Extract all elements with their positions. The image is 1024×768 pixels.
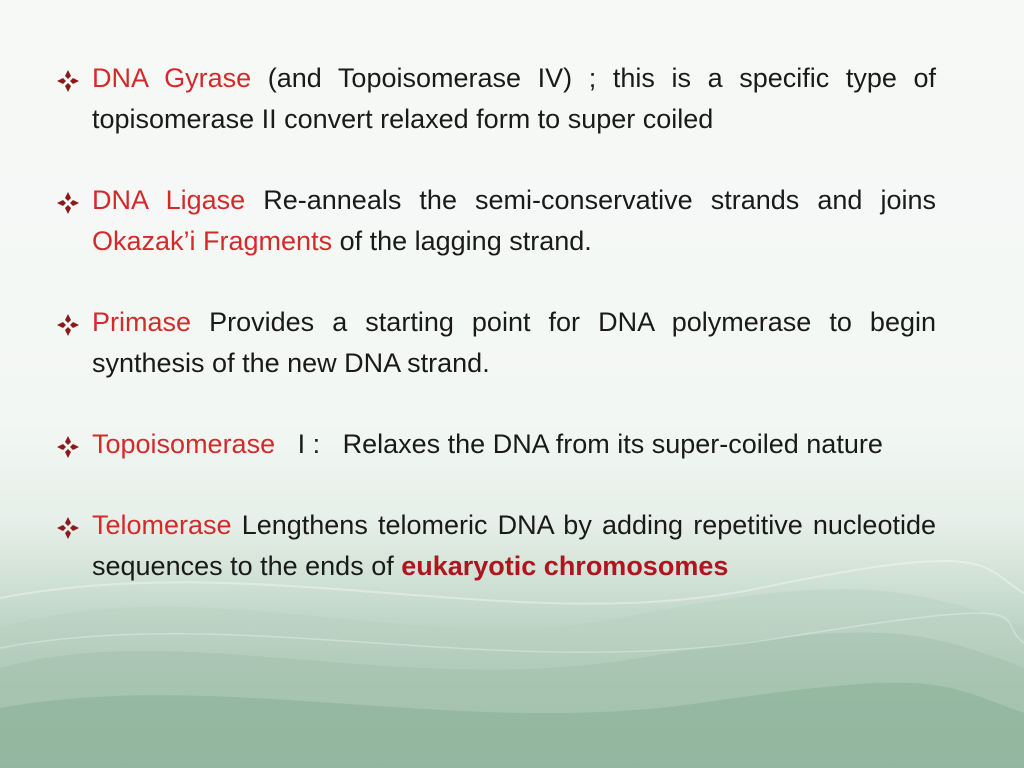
bullet-text: Provides a starting point for DNA polymerase to begin synthesis of the new DNA strand. <box>92 307 936 378</box>
bullet-item <box>56 505 936 587</box>
bullet-item <box>56 180 936 262</box>
bullet-text: (and Topoisomerase IV) ; this is a specific type of topisomerase II convert relaxed form to super coiled <box>92 63 936 134</box>
term-dna-gyrase: DNA Gyrase <box>92 63 252 93</box>
diamond-bullet-icon <box>56 435 80 459</box>
diamond-bullet-icon <box>56 516 80 540</box>
diamond-bullet-icon <box>56 69 80 93</box>
term-eukaryotic-chromosomes: eukaryotic chromosomes <box>401 551 729 581</box>
bullet-item <box>56 424 936 465</box>
term-primase: Primase <box>92 307 192 337</box>
term-dna-ligase: DNA Ligase <box>92 185 246 215</box>
diamond-bullet-icon <box>56 313 80 337</box>
term-telomerase: Telomerase <box>92 510 232 540</box>
term-okazaki-fragments: Okazak’i Fragments <box>92 226 333 256</box>
term-topoisomerase: Topoisomerase <box>92 429 276 459</box>
bullet-text: Re-anneals the semi-conservative strands and joins <box>245 185 936 215</box>
bullet-text: Lengthens telomeric DNA by adding repetitive nucleotide sequences to the ends of <box>92 510 936 581</box>
diamond-bullet-icon <box>56 191 80 215</box>
bullet-item <box>56 58 936 140</box>
bullet-text: of the lagging strand. <box>332 226 592 256</box>
bullet-list <box>56 58 936 587</box>
bullet-text: I : Relaxes the DNA from its super-coiled nature <box>275 429 883 459</box>
bullet-item <box>56 302 936 384</box>
